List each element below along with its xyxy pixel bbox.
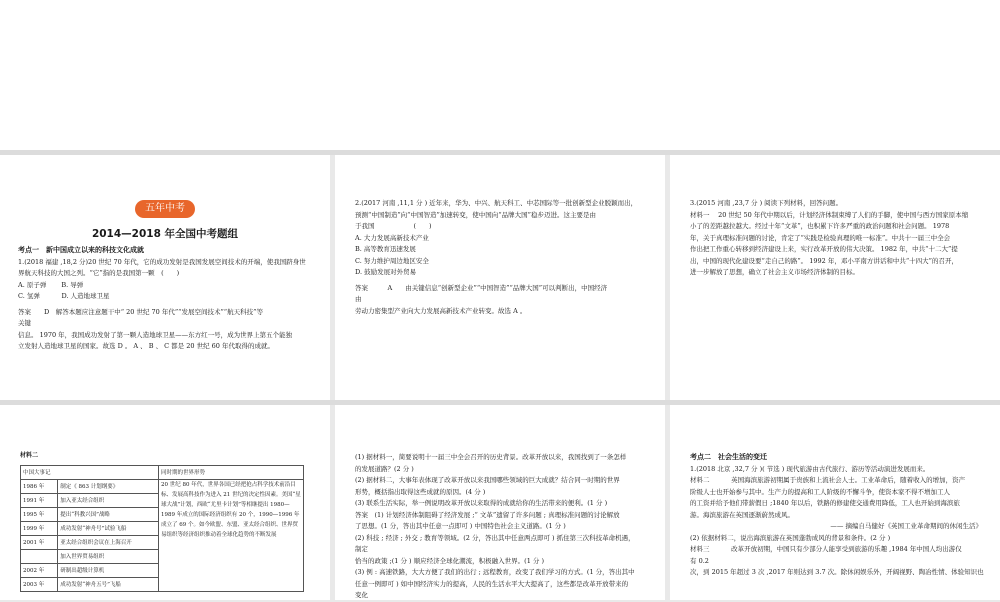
material-label: 材料二 <box>20 452 39 459</box>
answer-line: (3) 例 : 高速铁路，大大方便了我们的出行 ; 远程教育，改变了我们学习的方式。(1 分，答出其中 <box>355 568 635 576</box>
blank-top-area <box>0 0 1000 150</box>
answer-line: 答案 (1) 计划经济体制阻碍了经济发展 ;“ 文革”遗留了许多问题 ; 真理标准问题的讨论解放 <box>355 510 620 519</box>
answer-line: 恰当的政策 ;(1 分 ) 顺应经济全球化潮流，积极融入世界。(1 分 ) <box>355 556 545 565</box>
answer-line: 答案 A 由关键信息“创新型企业”“中国智造”“品牌大国”可以判断出，中国经济 <box>355 283 608 292</box>
question-line: 3.(2015 河南 ,23,7 分 ) 阅读下列材料，回答问题。 <box>690 199 843 207</box>
source-citation: —— 摘编自马健好《英国工业革命期间的休闲生活》 <box>830 522 982 530</box>
answer-line: (2) 科技 ; 经济 ; 外交 ; 教育等领域。(2 分，答出其中任意两点即可 ) 抓住第三次科技革命机遇， <box>355 533 635 542</box>
table-header-row <box>21 465 304 479</box>
question-3-block <box>690 198 968 279</box>
section-heading: 考点二 社会生活的变迁 <box>690 453 767 461</box>
question-line: (2) 依据材料二，说出海滨旅游在英国蓬勃成风的背景和条件。(2 分 ) <box>690 533 891 542</box>
material-line: 作出把工作重心转移到经济建设上来，实行改革开放的伟大决策。 1982 年，中共“十二大”提 <box>690 245 958 253</box>
section-heading: 考点一 新中国成立以来的科技文化成就 <box>18 246 144 254</box>
question-line: 2.(2017 河南 ,11,1 分 ) 近年来，华为、中兴、航天科工、中芯国际等一批创新型企业脱颖而出， <box>355 199 638 207</box>
table-header-cell: 同时期的世界形势 <box>159 465 304 479</box>
table-row <box>21 479 304 493</box>
material-line: 次，到 2015 年超过 3 次 ,2017 年则达到 3.7 次。除休闲娱乐外，开阔视野、陶冶性情、体验知识也 <box>690 568 984 576</box>
option-line: A. 大力发展高新技术产业 <box>355 233 429 242</box>
answer-line: 立发射人造地球卫星的国家。故选 D 。 A 、 B 、 C 都是 20 世纪 60 年代取得的成就。 <box>18 342 274 350</box>
event-cell: 制定《 863 计划纲要》 <box>58 479 159 493</box>
world-situation-cell: 20 世纪 80 年代，世界各国已经把抢占科学技术前沿目标、发展高科技作为进入 21 世纪的决定性因素。美国“星球大战”计划，西欧“尤里卡计划”等相继提出 1980—1989 年成立的国际经济组织有 20 个，1990—1996 年成立了 69 个。如今欧盟、东盟、亚太经合组织、世界贸易组织等经济组织推动着全球化趋势的不断发展 <box>159 479 304 591</box>
question-1-block <box>18 245 306 353</box>
event-cell: 亚太经合组织会议在上海召开 <box>58 535 159 549</box>
questions-and-answers-block <box>355 452 635 602</box>
answer-line: 制定 <box>355 545 368 553</box>
option-line: C. 努力维护周边地区安全 <box>355 256 429 265</box>
material-line: 材料三 改革开放初期，中国只有少部分人能享受到旅游的乐趣 ,1984 年中国人均出游仅 <box>690 545 962 553</box>
event-cell: 提出“科教兴国”战略 <box>58 507 159 521</box>
event-cell: 成功发射“神舟号”试验飞船 <box>58 521 159 535</box>
material-line: 进一步解放了思想，确立了社会主义市场经济体制的目标。 <box>690 268 859 276</box>
event-cell: 成功发射“神舟五号”飞船 <box>58 577 159 591</box>
answer-line: 关键 <box>18 319 31 327</box>
answer-line: 信息。 1970 年，我国成功发射了第一颗人造地球卫星——东方红一号，成为世界上第五个能独 <box>18 330 293 339</box>
option-line: D. 鼓励发展对外贸易 <box>355 268 417 276</box>
question-line: (3) 联系生活实际，举一例说明改革开放以来取得的成就给你的生活带来的便利。(1 分 ) <box>355 499 608 507</box>
page-title: 2014—2018 年全国中考题组 <box>91 228 239 240</box>
material-line: 有 0.2 <box>690 556 709 565</box>
year-cell: 1995 年 <box>21 507 58 521</box>
table-header-cell: 中国大事记 <box>21 465 159 479</box>
year-cell: 2002 年 <box>21 563 58 577</box>
event-cell: 加入亚太经合组织 <box>58 493 159 507</box>
five-year-exam-badge: 五年中考 <box>135 200 195 218</box>
section-2-block <box>690 452 984 579</box>
year-cell: 1991 年 <box>21 493 58 507</box>
option-line: B. 高等教育迅速发展 <box>355 245 416 253</box>
answer-line: 任意一例即可 ) 如中国经济实力的提高，人民的生活水平大大提高了，这些都是改革开放带来的 <box>355 579 629 588</box>
answer-line: 了思想。(1 分，答出其中任意一点即可 ) 中国特色社会主义道路。(1 分 ) <box>355 522 566 530</box>
question-2-block <box>355 198 637 317</box>
question-line: 的发展道路？(2 分 ) <box>355 464 414 473</box>
material-2-block <box>20 450 304 592</box>
material-line: 的工资并给予他们带薪假日 ;1840 年以后，铁路的修建使交通费用降低，工人也开始到海滨旅 <box>690 499 960 507</box>
question-line: 1.(2018 福建 ,18,2 分)20 世纪 70 年代，它的成功发射是我国发展空间技术的开端，使我国跻身世 <box>18 257 306 266</box>
year-cell <box>21 549 58 563</box>
material-line: 材料二 英国海滨旅游初期属于贵族和上流社会人士。工业革命后，随着收入的增加，资产 <box>690 476 966 484</box>
year-cell: 2001 年 <box>21 535 58 549</box>
question-line: 界航天科技的大国之列。“它”指的是我国第一颗 ( ) <box>18 269 180 277</box>
question-line: 于我国 ( ) <box>355 222 432 230</box>
question-line: (1) 据材料一，简要说明十一届三中全会召开的历史背景。改革开放以来，我国找到了一条怎样 <box>355 453 627 461</box>
question-line: (2) 据材料二，大事年表体现了改革开放以来我国哪些领域的巨大成就？结合同一时期的世界 <box>355 476 620 484</box>
answer-line: 答案 D 解答本题应注意题干中“ 20 世纪 70 年代”“发展空间技术”“航天科技”等 <box>18 307 263 316</box>
material-line: 阶级人士也开始参与其中。生产力的提高和工人阶级的不懈斗争，使资本家不得不增加工人 <box>690 487 950 496</box>
material-line: 小了的差距越拉越大。经过十年“文革”，也积累下许多严重的政治问题和社会问题。 1978 <box>690 222 950 230</box>
material-line: 材料一 20 世纪 50 年代中期以后，计划经济体制束缚了人们的手脚，使中国与西方国家原本缩 <box>690 210 969 219</box>
events-table <box>20 465 304 592</box>
material-line: 出，中国的现代化建设要“走自己的路”。 1992 年，邓小平南方讲话和中共“十四大”的召开， <box>690 256 958 265</box>
answer-line: 由 <box>355 295 362 303</box>
answer-line: 劳动力密集型产业向大力发展高新技术产业转变。故选 A 。 <box>355 306 527 315</box>
material-line: 游。海滨旅游在英国逐渐蔚然成风。 <box>690 510 794 519</box>
year-cell: 2003 年 <box>21 577 58 591</box>
material-line: 年，关于真理标准问题的讨论，肯定了“实践是检验真理的唯一标准”。中共十一届三中全会 <box>690 233 951 242</box>
year-cell: 1999 年 <box>21 521 58 535</box>
question-line: 1.(2018 北京 ,32,7 分 )( 节选 ) 现代旅游由古代旅行、游历等活动演进发展而来。 <box>690 464 930 473</box>
event-cell: 研制出超级计算机 <box>58 563 159 577</box>
question-line: 形势，概括指出取得这些成就的原因。(4 分 ) <box>355 487 486 496</box>
event-cell: 加入世界贸易组织 <box>58 549 159 563</box>
option-line: C. 氢弹 D. 人造地球卫星 <box>18 292 110 300</box>
answer-line: 变化 <box>355 591 368 599</box>
question-line: 预测“中国制造”向“中国智造”加速转变，使中国向“品牌大国”稳步迈进。这主要是由 <box>355 210 596 219</box>
option-line: A. 原子弹 B. 导弹 <box>18 280 84 289</box>
year-cell: 1986 年 <box>21 479 58 493</box>
